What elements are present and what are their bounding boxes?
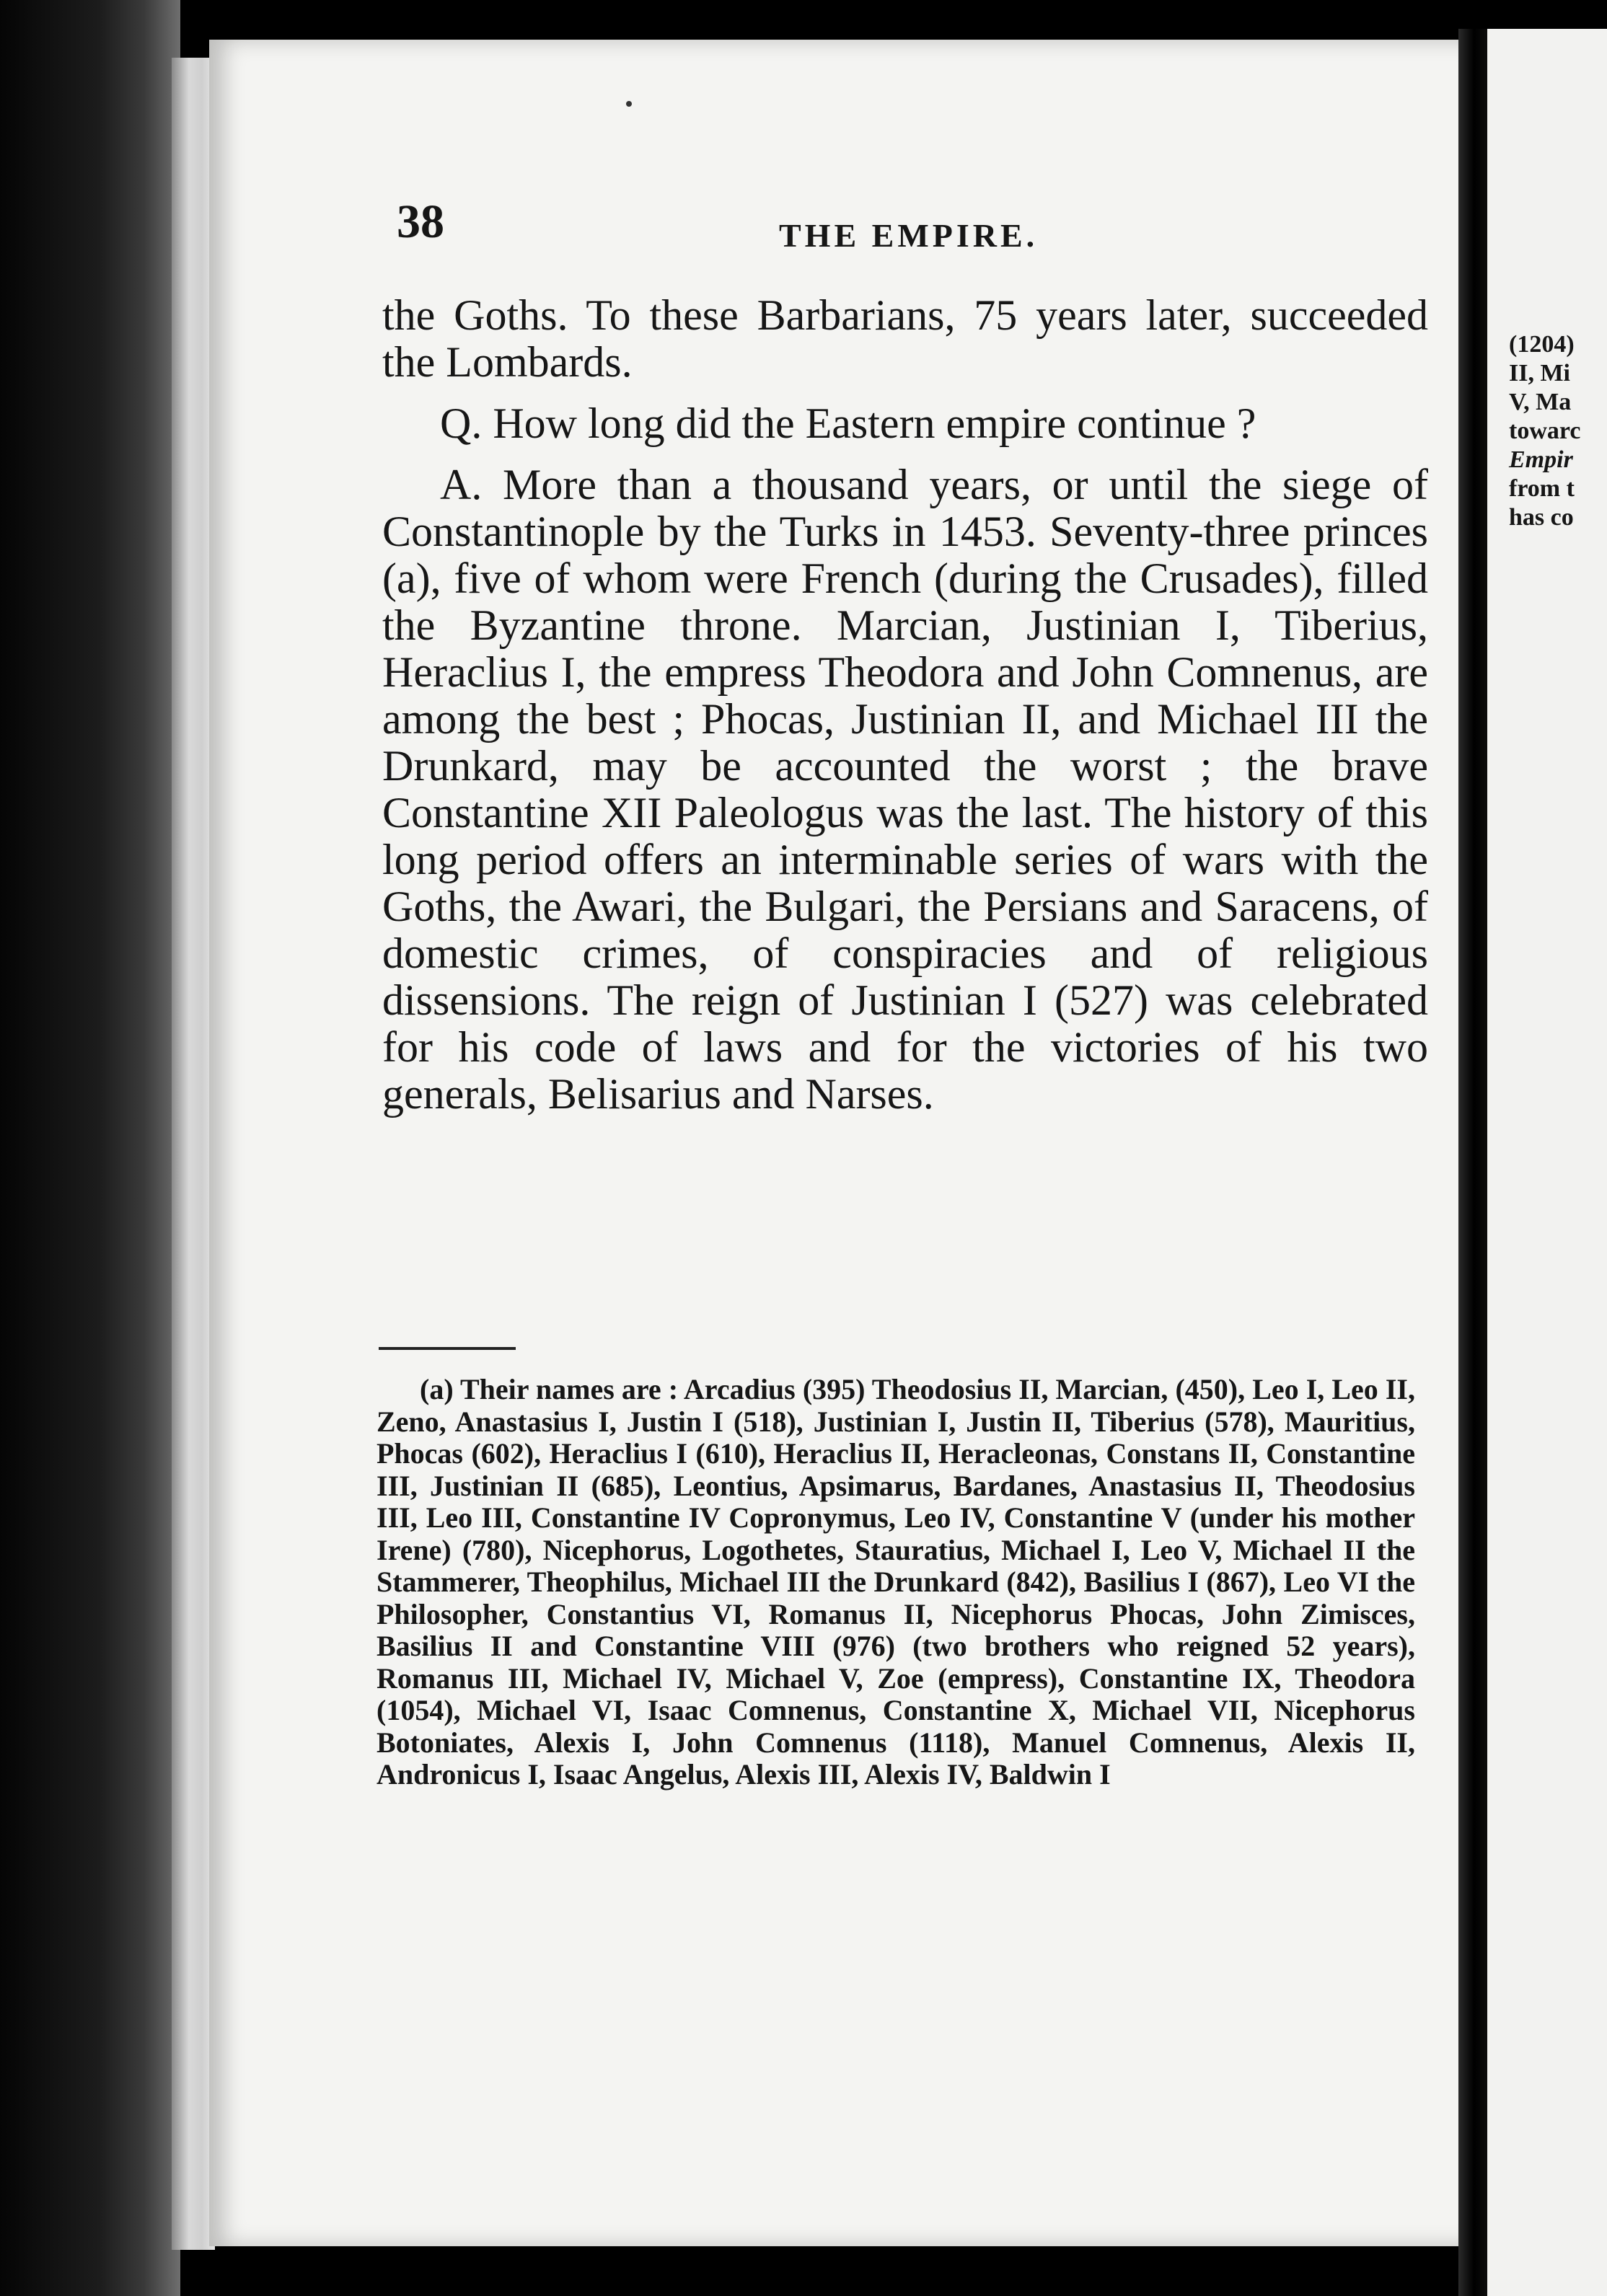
facing-page-line: towarc: [1509, 418, 1581, 444]
page-number: 38: [397, 195, 444, 248]
ink-speck: [626, 101, 632, 107]
question-paragraph: Q. How long did the Eastern empire continue ?: [440, 399, 1256, 447]
paragraph-continuation: the Goths. To these Barbarians, 75 years later, succeeded the Lombards.: [382, 291, 1428, 386]
facing-page-line: II, Mi: [1509, 360, 1570, 387]
body-text: [382, 292, 1428, 1132]
facing-page-line: (1204): [1509, 331, 1575, 358]
footnote-rule: [379, 1347, 516, 1350]
running-head: THE EMPIRE.: [779, 217, 1039, 254]
answer-paragraph: A. More than a thousand years, or until the siege of Constantinople by the Turks in 1453. Seventy-three princes (a), five of whom were French (during the Crusades), filled the Byzantine throne. Marcian, Justinian I, Tiberius, Heraclius I, the empress Theodora and John Comnenus, are among the best ; Phocas, Justinian II, and Michael III the Drunkard, may be accounted the worst ; the brave Constantine XII Paleologus was the last. The history of this long period offers an interminable series of wars with the Goths, the Awari, the Bulgari, the Persians and Saracens, of domestic crimes, of conspiracies and of religious dissensions. The reign of Justinian I (527) was celebrated for his code of laws and for the victories of his two generals, Belisarius and Narses.: [382, 461, 1428, 1118]
facing-page-line: V, Ma: [1509, 389, 1572, 415]
book-spine: [0, 0, 180, 2296]
page-edges: [172, 58, 215, 2250]
facing-page: [1487, 29, 1607, 2296]
footnote-text: (a) Their names are : Arcadius (395) Theodosius II, Marcian, (450), Leo I, Leo II, Zeno, Anastasius I, Justin I (518), Justinian I, Justin II, Tiberius (578), Mauritius, Phocas (602), Heraclius I (610), Heraclius II, Heracleonas, Constans II, Constantine III, Justinian II (685), Leontius, Apsimarus, Bardanes, Anastasius II, Theodosius III, Leo III, Constantine IV Copronymus, Leo IV, Constantine V (under his mother Irene) (780), Nicephorus, Logothetes, Stauratius, Michael I, Leo V, Michael II the Stammerer, Theophilus, Michael III the Drunkard (842), Basilius I (867), Leo VI the Philosopher, Constantius VI, Romanus II, Nicephorus Phocas, John Zimisces, Basilius II and Constantine VIII (976) (two brothers who reigned 52 years), Romanus III, Michael IV, Michael V, Zoe (empress), Constantine IX, Theodora (1054), Michael VI, Isaac Comnenus, Constantine X, Michael VII, Nicephorus Botoniates, Alexis I, John Comnenus (1118), Manuel Comnenus, Alexis II, Andronicus I, Isaac Angelus, Alexis III, Alexis IV, Baldwin I: [377, 1373, 1415, 1791]
footnote: [377, 1374, 1415, 1791]
facing-page-line: Empir: [1509, 446, 1573, 473]
facing-page-line: has co: [1509, 504, 1574, 531]
facing-page-line: from t: [1509, 475, 1575, 502]
